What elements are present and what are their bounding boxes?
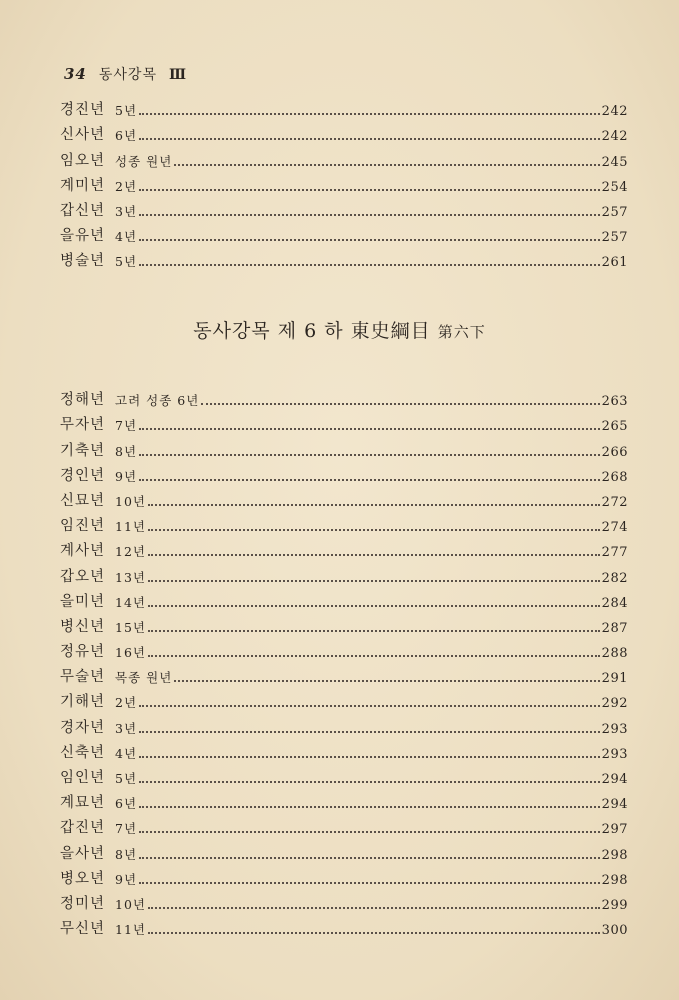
toc-entry bbox=[60, 863, 628, 888]
entry-page-number: 274 bbox=[601, 520, 628, 536]
entry-page-number: 242 bbox=[601, 129, 628, 145]
toc-entry bbox=[60, 636, 628, 661]
entry-reign-year: 3년 bbox=[115, 720, 138, 736]
entry-year: 정해년 bbox=[60, 392, 106, 409]
entry-reign-year: 5년 bbox=[115, 254, 138, 270]
toc-entry bbox=[60, 737, 628, 762]
entry-year: 병술년 bbox=[60, 253, 106, 270]
book-title: 동사강목 bbox=[98, 67, 157, 83]
entry-year: 갑오년 bbox=[60, 568, 106, 585]
entry-year: 임인년 bbox=[60, 770, 106, 786]
entry-year: 갑신년 bbox=[60, 202, 106, 219]
entry-year: 경진년 bbox=[60, 102, 106, 119]
entry-reign-year: 5년 bbox=[115, 771, 138, 786]
entry-reign-year: 4년 bbox=[115, 229, 138, 245]
dot-leader bbox=[139, 239, 600, 241]
dot-leader bbox=[139, 831, 600, 833]
dot-leader bbox=[139, 113, 600, 115]
entry-page-number: 242 bbox=[601, 104, 628, 120]
dot-leader bbox=[139, 705, 600, 707]
entry-reign-year: 6년 bbox=[115, 796, 138, 812]
dot-leader bbox=[148, 605, 600, 607]
toc-entry bbox=[60, 485, 628, 510]
entry-year: 병오년 bbox=[60, 870, 106, 887]
entry-page-number: 298 bbox=[601, 847, 628, 863]
entry-page-number: 263 bbox=[601, 394, 628, 410]
entry-page-number: 257 bbox=[601, 204, 628, 220]
entry-reign-year: 목종 원년 bbox=[115, 670, 173, 686]
entry-reign-year: 14년 bbox=[115, 594, 147, 610]
toc-entry bbox=[60, 460, 628, 485]
entry-reign-year: 9년 bbox=[115, 871, 138, 887]
entry-reign-year: 8년 bbox=[115, 846, 138, 862]
toc-entry bbox=[60, 94, 628, 119]
toc-entry bbox=[60, 837, 628, 862]
dot-leader bbox=[201, 403, 599, 405]
toc-entry bbox=[60, 611, 628, 636]
entry-page-number: 300 bbox=[601, 923, 628, 939]
entry-year: 경인년 bbox=[60, 467, 106, 484]
entry-page-number: 294 bbox=[601, 772, 628, 787]
dot-leader bbox=[139, 214, 600, 216]
toc-entry bbox=[60, 510, 628, 535]
dot-leader bbox=[148, 907, 600, 909]
entry-reign-year: 13년 bbox=[115, 569, 147, 585]
dot-leader bbox=[139, 454, 600, 456]
entry-year: 신축년 bbox=[60, 744, 106, 761]
entry-page-number: 297 bbox=[601, 822, 628, 838]
dot-leader bbox=[139, 428, 600, 430]
entry-page-number: 292 bbox=[601, 696, 628, 712]
toc-entry bbox=[60, 144, 628, 169]
entry-reign-year: 고려 성종 6년 bbox=[115, 393, 200, 409]
toc-entry bbox=[60, 195, 628, 220]
dot-leader bbox=[139, 264, 600, 266]
toc-entry bbox=[60, 119, 628, 144]
entry-page-number: 288 bbox=[601, 646, 628, 662]
entry-reign-year: 9년 bbox=[115, 468, 138, 484]
dot-leader bbox=[139, 857, 600, 859]
entry-year: 병신년 bbox=[60, 618, 106, 635]
entry-reign-year: 12년 bbox=[115, 544, 147, 560]
entry-page-number: 284 bbox=[601, 595, 628, 611]
entry-page-number: 299 bbox=[601, 897, 628, 913]
dot-leader bbox=[139, 806, 600, 808]
toc-entry bbox=[60, 434, 628, 459]
toc-entry bbox=[60, 245, 628, 270]
entry-page-number: 265 bbox=[601, 419, 628, 435]
entry-year: 무신년 bbox=[60, 921, 106, 938]
toc-group-1 bbox=[60, 94, 628, 270]
entry-reign-year: 11년 bbox=[115, 519, 147, 535]
dot-leader bbox=[148, 932, 600, 934]
entry-reign-year: 10년 bbox=[115, 896, 147, 912]
entry-reign-year: 8년 bbox=[115, 443, 138, 459]
entry-page-number: 293 bbox=[601, 721, 628, 737]
entry-year: 무술년 bbox=[60, 669, 106, 686]
page-number: 34 bbox=[64, 65, 87, 83]
entry-year: 계묘년 bbox=[60, 795, 106, 812]
toc-entry bbox=[60, 170, 628, 195]
entry-year: 을유년 bbox=[60, 228, 106, 245]
entry-reign-year: 5년 bbox=[115, 103, 138, 119]
entry-page-number: 293 bbox=[601, 746, 628, 762]
dot-leader bbox=[139, 731, 600, 733]
toc-entry bbox=[60, 586, 628, 611]
toc-entry bbox=[60, 812, 628, 837]
entry-year: 경자년 bbox=[60, 719, 106, 736]
entry-year: 신사년 bbox=[60, 127, 106, 144]
toc-entry bbox=[60, 661, 628, 686]
entry-page-number: 261 bbox=[601, 255, 628, 271]
dot-leader bbox=[139, 781, 600, 783]
entry-year: 을미년 bbox=[60, 593, 106, 610]
entry-year: 계미년 bbox=[60, 177, 106, 194]
entry-reign-year: 6년 bbox=[115, 128, 138, 144]
toc-entry bbox=[60, 787, 628, 812]
entry-year: 정미년 bbox=[60, 895, 106, 912]
toc-entry bbox=[60, 535, 628, 560]
dot-leader bbox=[148, 655, 600, 657]
toc-entry bbox=[60, 686, 628, 711]
entry-year: 임오년 bbox=[60, 152, 106, 169]
entry-year: 정유년 bbox=[60, 644, 106, 661]
entry-year: 갑진년 bbox=[60, 820, 106, 837]
entry-reign-year: 성종 원년 bbox=[115, 153, 173, 169]
section-title-korean: 동사강목 bbox=[193, 320, 271, 342]
entry-page-number: 272 bbox=[601, 494, 628, 510]
entry-page-number: 277 bbox=[601, 545, 628, 561]
toc-entry bbox=[60, 409, 628, 434]
dot-leader bbox=[148, 554, 600, 556]
toc-entry bbox=[60, 711, 628, 736]
entry-year: 을사년 bbox=[60, 845, 106, 862]
entry-year: 임진년 bbox=[60, 518, 106, 535]
section-number: 제 6 하 bbox=[277, 320, 344, 342]
dot-leader bbox=[148, 630, 600, 632]
entry-reign-year: 2년 bbox=[115, 178, 138, 194]
entry-reign-year: 11년 bbox=[115, 922, 147, 938]
entry-year: 기해년 bbox=[60, 694, 106, 711]
section-title bbox=[0, 316, 679, 343]
section-subtitle-hanja: 第六下 bbox=[437, 323, 486, 341]
entry-page-number: 245 bbox=[601, 154, 628, 170]
toc-entry bbox=[60, 384, 628, 409]
entry-reign-year: 7년 bbox=[115, 821, 138, 837]
dot-leader bbox=[148, 580, 600, 582]
entry-reign-year: 16년 bbox=[115, 645, 147, 661]
entry-year: 신묘년 bbox=[60, 492, 106, 509]
dot-leader bbox=[139, 189, 600, 191]
entry-reign-year: 15년 bbox=[115, 619, 147, 635]
toc-group-2 bbox=[60, 384, 628, 938]
dot-leader bbox=[148, 504, 600, 506]
entry-year: 기축년 bbox=[60, 442, 106, 459]
entry-reign-year: 4년 bbox=[115, 745, 138, 761]
dot-leader bbox=[139, 756, 600, 758]
dot-leader bbox=[139, 882, 600, 884]
toc-entry bbox=[60, 913, 628, 938]
volume-number: Ⅲ bbox=[168, 67, 188, 83]
toc-entry bbox=[60, 560, 628, 585]
entry-page-number: 294 bbox=[601, 797, 628, 813]
toc-entry bbox=[60, 220, 628, 245]
entry-reign-year: 10년 bbox=[115, 493, 147, 509]
dot-leader bbox=[174, 680, 599, 682]
entry-page-number: 287 bbox=[601, 620, 628, 636]
dot-leader bbox=[139, 479, 600, 481]
entry-reign-year: 2년 bbox=[115, 695, 138, 711]
entry-page-number: 298 bbox=[601, 872, 628, 888]
entry-year: 계사년 bbox=[60, 543, 106, 560]
running-header bbox=[64, 64, 187, 84]
entry-page-number: 254 bbox=[601, 179, 628, 195]
dot-leader bbox=[139, 138, 600, 140]
section-title-hanja: 東史綱目 bbox=[350, 320, 431, 342]
entry-page-number: 257 bbox=[601, 230, 628, 246]
dot-leader bbox=[174, 164, 599, 166]
entry-reign-year: 3년 bbox=[115, 203, 138, 219]
entry-page-number: 291 bbox=[601, 671, 628, 687]
entry-page-number: 282 bbox=[601, 570, 628, 586]
toc-entry bbox=[60, 762, 628, 787]
toc-entry bbox=[60, 888, 628, 913]
entry-year: 무자년 bbox=[60, 417, 106, 434]
entry-page-number: 266 bbox=[601, 444, 628, 460]
entry-reign-year: 7년 bbox=[115, 418, 138, 434]
dot-leader bbox=[148, 529, 600, 531]
entry-page-number: 268 bbox=[601, 469, 628, 485]
